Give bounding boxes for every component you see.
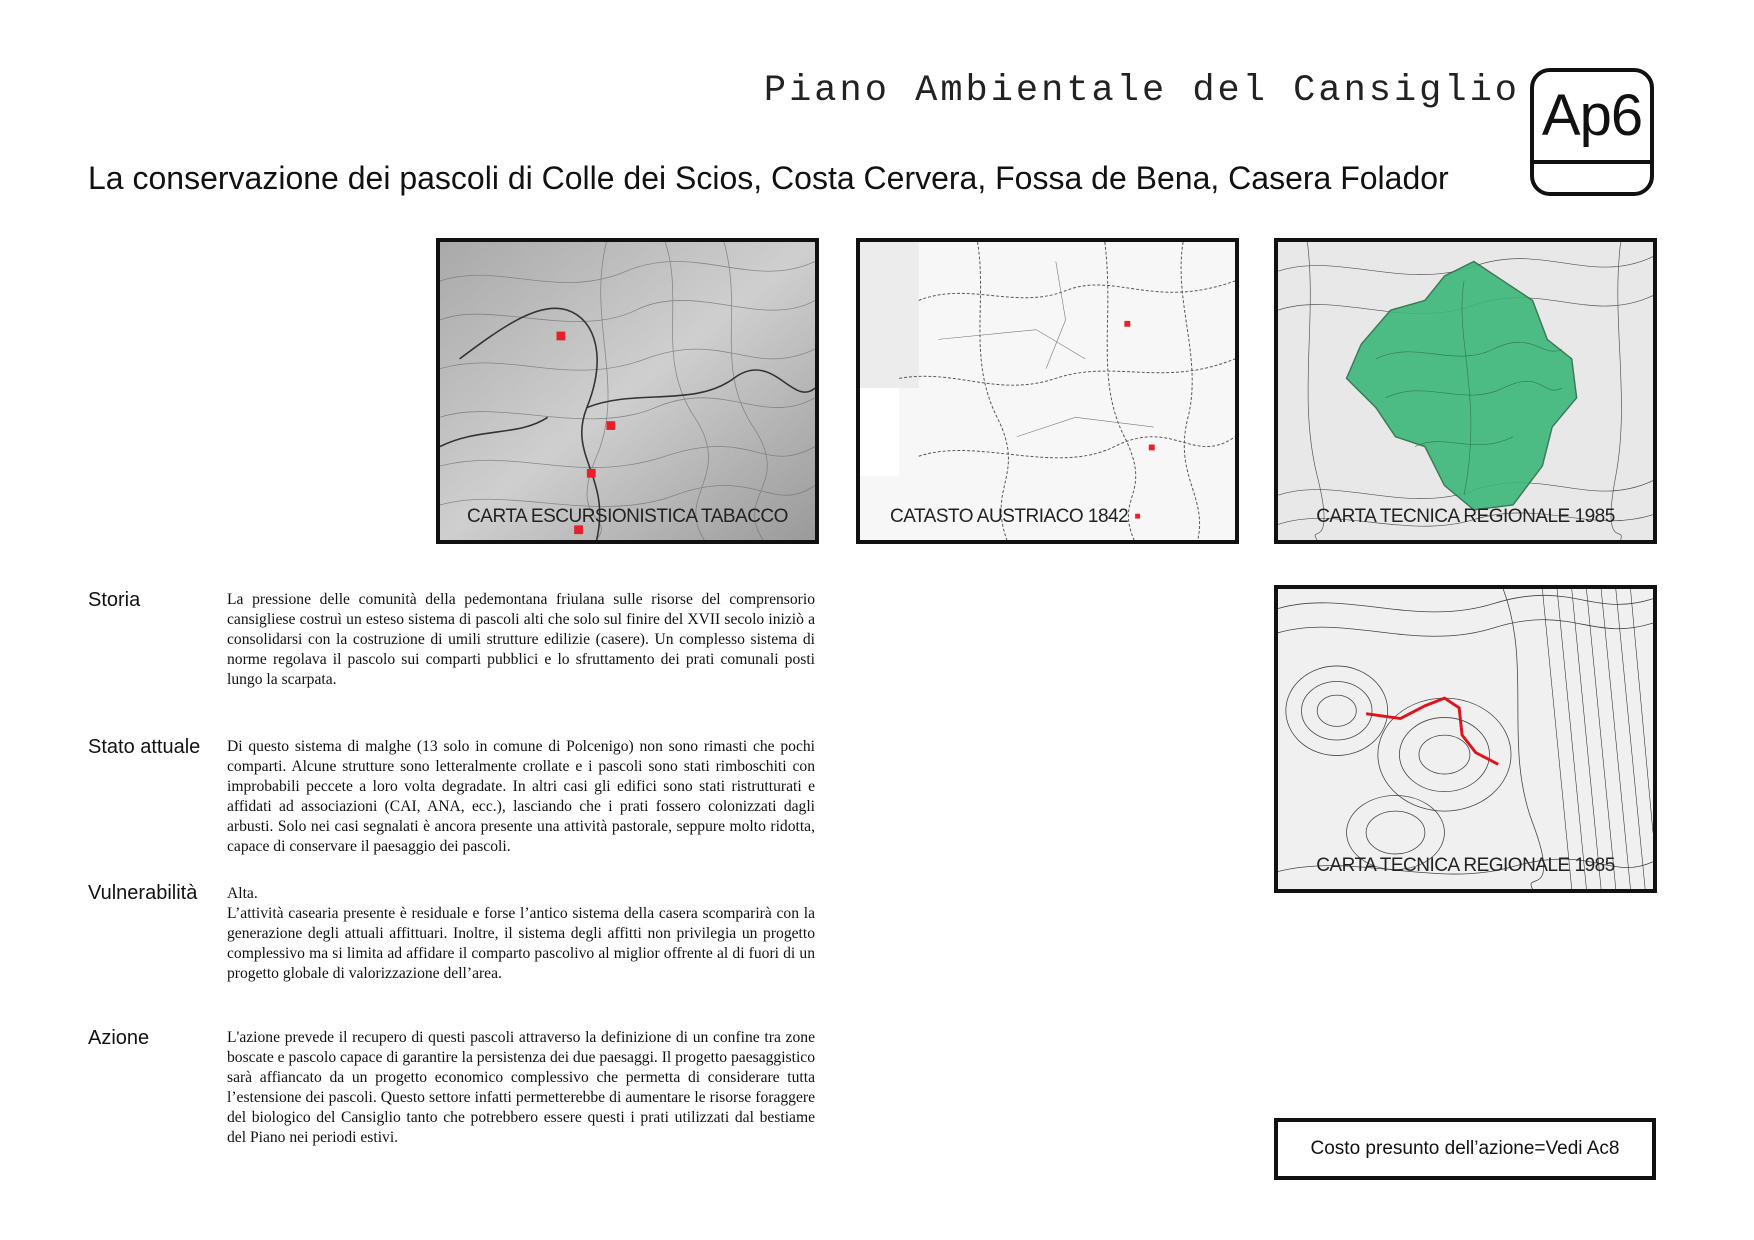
technical-map-image [1278, 242, 1653, 540]
cadastral-map-image [860, 242, 1235, 540]
map-caption: CARTA TECNICA REGIONALE 1985 [1316, 506, 1615, 527]
section-text-storia: La pressione delle comunità della pedemontana friulana sulle risorse del comprensorio cansigliese costruì un esteso sistema di pascoli alti che solo sul finire del XVII secolo iniziò a consolidarsi con la costruzione di umili strutture edilizie (casere). Un complesso sistema di norme regolava il pascolo sui comparti pubblici e lo sfruttamento dei prati comunali posti lungo la scarpata. [227, 591, 815, 688]
cost-box [1274, 1118, 1656, 1180]
section-label-vulnerabilita: Vulnerabilità [88, 882, 198, 904]
sheet-code-box [1530, 68, 1654, 196]
section-label-stato-attuale: Stato attuale [88, 736, 201, 758]
plan-title: Piano Ambientale del Cansiglio [763, 70, 1520, 112]
section-text-vulnerabilita: L’attività casearia presente è residuale e forse l’antico sistema della casera scomparirà con la generazione degli attuali affittuari. Inoltre, il sistema degli affitti non privilegia un progetto complessivo ma si limita ad affidare il comparto pascolivo al miglior offrente al di fuori di un progetto globale di valorizzazione dell’area. [227, 905, 815, 982]
section-label-storia: Storia [88, 589, 141, 611]
map-caption: CARTA ESCURSIONISTICA TABACCO [467, 506, 788, 527]
section-text-vulnerabilita-level: Alta. [227, 885, 258, 902]
section-text-azione: L'azione prevede il recupero di questi pascoli attraverso la definizione di un confine tra zone boscate e pascolo capace di garantire la persistenza dei due paesaggi. Il progetto paesaggistico sarà affiancato da un progetto economico complessivo che permetta di considerare tutta l’estensione dei pascoli. Questo settore infatti permetterebbe di aumentare le risorse foraggere del biologico del Cansiglio tanto che potrebbero essere questi i prati utilizzati dal bestiame del Piano nei periodi estivi. [227, 1029, 815, 1146]
contour-map-image [1278, 589, 1653, 889]
map-catasto-austriaco [856, 238, 1239, 544]
map-caption: CATASTO AUSTRIACO 1842 [890, 506, 1129, 527]
section-label-azione: Azione [88, 1027, 150, 1049]
page-title: La conservazione dei pascoli di Colle dei Scios, Costa Cervera, Fossa de Bena, Casera Folador [88, 160, 1449, 196]
map-ctr-pascoli [1274, 238, 1657, 544]
topo-map-image [440, 242, 815, 540]
map-caption: CARTA TECNICA REGIONALE 1985 [1316, 855, 1615, 876]
sheet-code: Ap6 [1541, 83, 1643, 148]
cost-text: Costo presunto dell’azione=Vedi Ac8 [1310, 1138, 1620, 1159]
map-carta-tabacco [436, 238, 819, 544]
map-ctr-percorso [1274, 585, 1657, 893]
section-text-stato-attuale: Di questo sistema di malghe (13 solo in comune di Polcenigo) non sono rimasti che pochi comparti. Alcune strutture sono letteralmente crollate e i pascoli sono stati rimboschiti con improbabili peccete a loro volta degradate. In altri casi gli edifici sono stati ristrutturati e affidati ad associazioni (CAI, ANA, ecc.), lasciando che i prati fossero colonizzati dagli arbusti. Solo nei casi segnalati è ancora presente una attività pastorale, seppure molto ridotta, capace di conservare il paesaggio dei pascoli. [227, 738, 815, 855]
code-box-divider [1534, 160, 1650, 164]
